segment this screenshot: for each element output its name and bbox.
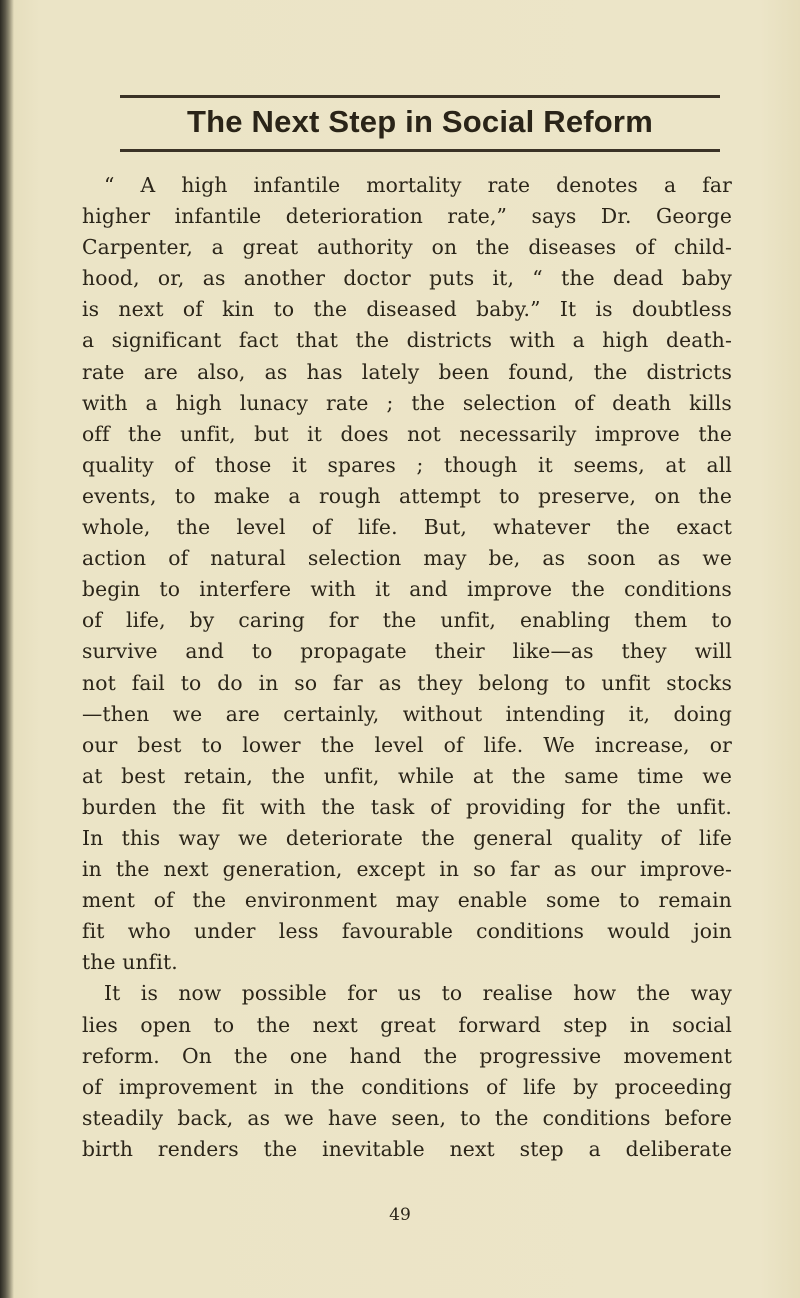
text-line: fit who under less favourable conditions would join <box>82 919 732 944</box>
text-line: It is now possible for us to realise how the way <box>104 981 732 1006</box>
text-line: higher infantile deterioration rate,” says Dr. George <box>82 204 732 229</box>
text-line: off the unfit, but it does not necessarily improve the <box>82 421 732 446</box>
text-line: the unfit. <box>82 950 178 975</box>
text-line: burden the fit with the task of providing for the unfit. <box>82 794 732 819</box>
text-line: is next of kin to the diseased baby.” It is doubtless <box>82 297 732 322</box>
text-line: birth renders the inevitable next step a deliberate <box>82 1136 732 1161</box>
text-line: steadily back, as we have seen, to the conditions before <box>82 1105 732 1130</box>
text-line: at best retain, the unfit, while at the same time we <box>82 763 732 788</box>
text-line: not fail to do in so far as they belong to unfit stocks <box>82 670 732 695</box>
text-line: “ A high infantile mortality rate denotes a far <box>104 173 732 197</box>
text-line: events, to make a rough attempt to preserve, on the <box>82 483 732 508</box>
text-line: begin to interfere with it and improve the conditions <box>82 577 732 602</box>
text-line: hood, or, as another doctor puts it, “ the dead baby <box>82 266 732 291</box>
text-line: lies open to the next great forward step in social <box>82 1012 732 1037</box>
book-gutter-shadow <box>0 0 14 1298</box>
text-line: whole, the level of life. But, whatever the exact <box>82 515 732 540</box>
text-line: action of natural selection may be, as soon as we <box>82 546 732 571</box>
text-line: ment of the environment may enable some to remain <box>82 888 732 913</box>
text-line: our best to lower the level of life. We increase, or <box>82 732 732 757</box>
text-line: a significant fact that the districts with a high death- <box>82 328 732 353</box>
text-line: In this way we deteriorate the general quality of life <box>82 825 732 850</box>
text-line: —then we are certainly, without intending it, doing <box>82 701 732 726</box>
body-text <box>82 170 732 1165</box>
header-rule-top <box>120 95 720 98</box>
text-line: of improvement in the conditions of life by proceeding <box>82 1074 732 1099</box>
text-line: reform. On the one hand the progressive movement <box>82 1043 732 1068</box>
text-line: survive and to propagate their like—as they will <box>82 639 732 664</box>
page-number: 49 <box>389 1205 411 1225</box>
text-line: in the next generation, except in so far as our improve- <box>82 857 732 882</box>
running-header-title: The Next Step in Social Reform <box>187 104 653 139</box>
text-line: quality of those it spares ; though it seems, at all <box>82 452 732 477</box>
text-line: with a high lunacy rate ; the selection of death kills <box>82 390 732 415</box>
text-line: Carpenter, a great authority on the diseases of child- <box>82 235 732 260</box>
header-rule-bottom <box>120 149 720 152</box>
text-line: rate are also, as has lately been found, the districts <box>82 359 732 384</box>
text-line: of life, by caring for the unfit, enabling them to <box>82 608 732 633</box>
